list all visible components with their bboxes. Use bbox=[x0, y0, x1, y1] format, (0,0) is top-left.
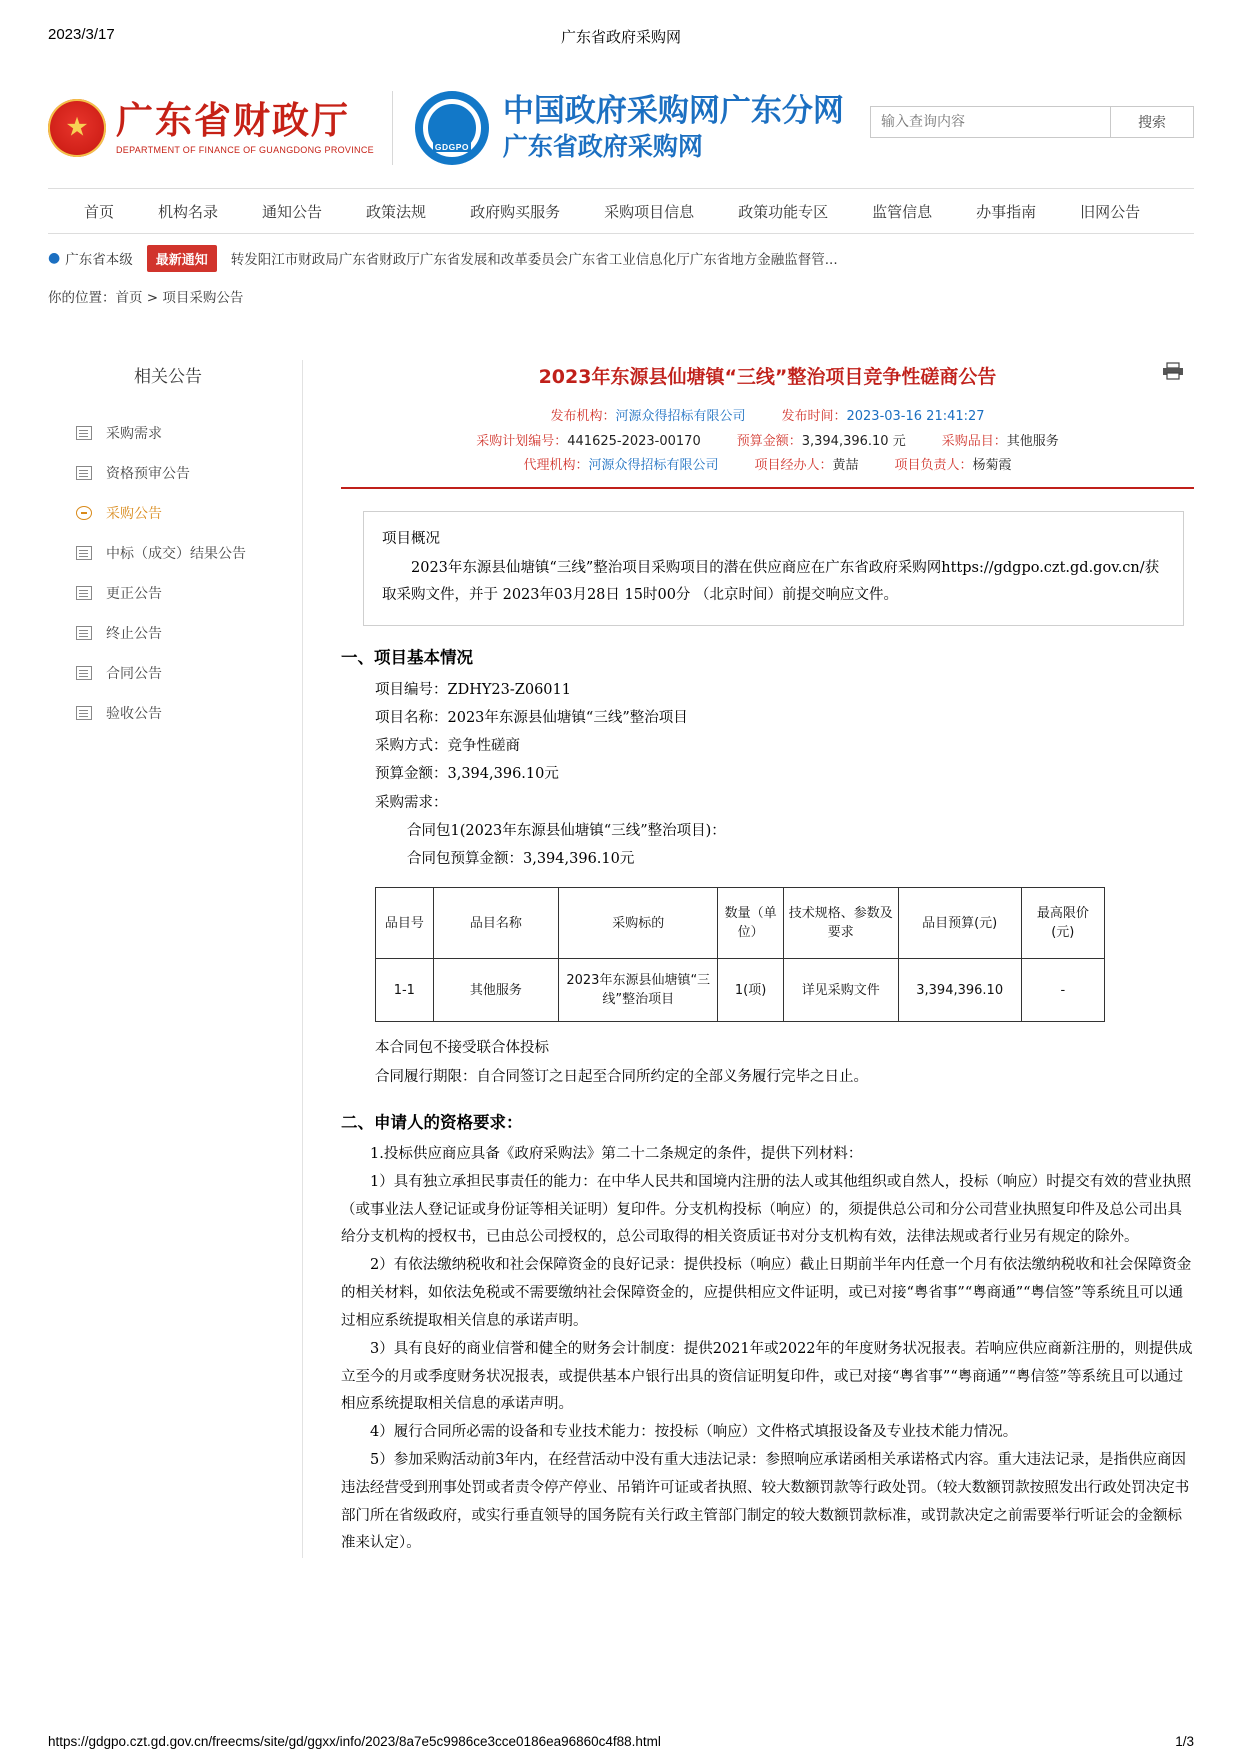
finance-dept-name-cn: 广东省财政厅 bbox=[116, 98, 350, 142]
nav-item-policy-zone[interactable]: 政策功能专区 bbox=[738, 202, 829, 221]
package-budget-line: 合同包预算金额：3,394,396.10元 bbox=[407, 851, 635, 868]
nav-item-project-info[interactable]: 采购项目信息 bbox=[604, 202, 695, 221]
meta-label-publisher: 发布机构： bbox=[550, 409, 616, 424]
package-line: 合同包1(2023年东源县仙塘镇“三线”整治项目)： bbox=[407, 822, 726, 839]
search-box[interactable] bbox=[870, 106, 1194, 138]
qualification-paragraph-3: 2）有依法缴纳税收和社会保障资金的良好记录：提供投标（响应）截止日期前半年内任意一个月有依法缴纳税收和社会保障资金的相关材料，如依法免税或不需要缴纳社会保障资金的，应提供相应文件证明，或已对接“粤省事”“粤商通”“粤信签”等系统且可以通过相应系统提取相关信息的承诺声明。 bbox=[341, 1257, 1192, 1329]
meta-row-1 bbox=[341, 405, 1194, 430]
section-heading-1: 一、项目基本情况 bbox=[341, 647, 473, 667]
procurement-method-line: 采购方式：竞争性磋商 bbox=[375, 738, 520, 755]
target-icon bbox=[76, 506, 92, 520]
qualification-paragraph-1: 1.投标供应商应具备《政府采购法》第二十二条规定的条件，提供下列材料： bbox=[370, 1145, 863, 1162]
meta-row-2 bbox=[341, 430, 1194, 455]
nav-item-supervision[interactable]: 监管信息 bbox=[872, 202, 933, 221]
project-summary-box bbox=[363, 511, 1184, 625]
sidebar-item-correction[interactable] bbox=[48, 573, 302, 613]
finance-dept-name-en: DEPARTMENT OF FINANCE OF GUANGDONG PROVINCE bbox=[116, 144, 374, 155]
meta-value-category: 其他服务 bbox=[1006, 433, 1059, 449]
th-subject: 采购标的 bbox=[559, 888, 718, 959]
nav-item-policy[interactable]: 政策法规 bbox=[366, 202, 427, 221]
footer-page-number: 1/3 bbox=[1175, 1734, 1194, 1749]
latest-notice-badge: 最新通知 bbox=[147, 245, 217, 272]
qualification-paragraph-6: 5）参加采购活动前3年内，在经营活动中没有重大违法记录：参照响应承诺函相关承诺格式内容。重大违法记录，是指供应商因违法经营受到刑事处罚或者责令停产停业、吊销许可证或者执照、较大数额罚款等行政处罚。（较大数额罚款按照发出行政处罚决定书部门所在省级政府，或实行垂直领导的国务院有关行政主管部门制定的较大数额罚款标准，或罚款决定之前需要举行听证会的金额标准来认定）。 bbox=[341, 1452, 1190, 1552]
notice-strip bbox=[48, 238, 1194, 278]
summary-title: 项目概况 bbox=[382, 531, 440, 548]
nav-item-announcements[interactable]: 通知公告 bbox=[262, 202, 323, 221]
document-icon bbox=[76, 666, 92, 680]
document-icon bbox=[76, 426, 92, 440]
th-specs: 技术规格、参数及要求 bbox=[783, 888, 898, 959]
cell-item-name: 其他服务 bbox=[433, 959, 558, 1022]
footer-url: https://gdgpo.czt.gd.gov.cn/freecms/site/gd/ggxx/info/2023/8a7e5c9986ce3cce0186ea96860c4f88.html bbox=[48, 1734, 661, 1749]
project-name-line: 项目名称：2023年东源县仙塘镇“三线”整治项目 bbox=[375, 709, 688, 726]
sidebar-item-label: 更正公告 bbox=[106, 586, 162, 602]
sidebar bbox=[48, 360, 303, 1558]
cell-quantity: 1(项) bbox=[718, 959, 783, 1022]
nav-item-home[interactable]: 首页 bbox=[84, 202, 115, 221]
sidebar-item-acceptance[interactable] bbox=[48, 693, 302, 733]
document-icon bbox=[76, 626, 92, 640]
sidebar-item-termination[interactable] bbox=[48, 613, 302, 653]
notice-text[interactable]: 转发阳江市财政局广东省财政厅广东省发展和改革委员会广东省工业信息化厅广东省地方金融监督管... bbox=[230, 252, 838, 268]
sidebar-item-procurement-announcement[interactable] bbox=[48, 493, 302, 533]
sidebar-item-prequalification[interactable] bbox=[48, 453, 302, 493]
meta-label-agency: 代理机构： bbox=[523, 458, 589, 474]
meta-label-budget: 预算金额： bbox=[736, 433, 802, 449]
summary-body: 2023年东源县仙塘镇“三线”整治项目采购项目的潜在供应商应在广东省政府采购网https://gdgpo.czt.gd.gov.cn/获取采购文件，并于 2023年03月28日 15时00分 （北京时间）前提交响应文件。 bbox=[382, 559, 1160, 603]
cell-item-budget: 3,394,396.10 bbox=[898, 959, 1021, 1022]
cell-specs: 详见采购文件 bbox=[783, 959, 898, 1022]
table-header-row bbox=[376, 888, 1105, 959]
document-meta bbox=[341, 405, 1194, 489]
document-icon bbox=[76, 546, 92, 560]
print-date: 2023/3/17 bbox=[48, 26, 115, 43]
print-icon[interactable] bbox=[1162, 362, 1184, 380]
nav-item-guide[interactable]: 办事指南 bbox=[976, 202, 1037, 221]
cell-item-no: 1-1 bbox=[376, 959, 434, 1022]
th-quantity: 数量（单位） bbox=[718, 888, 783, 959]
th-max-price: 最高限价(元) bbox=[1021, 888, 1104, 959]
national-emblem-icon bbox=[48, 99, 106, 157]
sidebar-item-label: 采购公告 bbox=[106, 506, 162, 522]
no-consortium-line: 本合同包不接受联合体投标 bbox=[375, 1040, 549, 1057]
meta-label-plan-no: 采购计划编号： bbox=[476, 433, 568, 449]
document-icon bbox=[76, 586, 92, 600]
site-title-block bbox=[503, 94, 844, 162]
gdgpo-logo-text: GDGPO bbox=[434, 142, 469, 152]
sidebar-item-label: 终止公告 bbox=[106, 626, 162, 642]
sidebar-item-procurement-demand[interactable] bbox=[48, 413, 302, 453]
procurement-items-table bbox=[375, 887, 1105, 1022]
meta-value-agency: 河源众得招标有限公司 bbox=[588, 458, 719, 474]
meta-label-manager: 项目负责人： bbox=[894, 458, 973, 474]
document-body bbox=[303, 360, 1194, 1558]
sidebar-item-contract[interactable] bbox=[48, 653, 302, 693]
sidebar-item-label: 采购需求 bbox=[106, 426, 162, 442]
site-header-area bbox=[48, 74, 1194, 306]
cell-max-price: - bbox=[1021, 959, 1104, 1022]
document-icon bbox=[76, 706, 92, 720]
sidebar-item-label: 合同公告 bbox=[106, 666, 162, 682]
main-navigation bbox=[48, 188, 1194, 234]
page-title: 2023年东源县仙塘镇“三线”整治项目竞争性磋商公告 bbox=[538, 366, 997, 388]
th-item-no: 品目号 bbox=[376, 888, 434, 959]
print-site-title: 广东省政府采购网 bbox=[560, 29, 681, 46]
meta-value-manager: 杨菊霞 bbox=[972, 458, 1012, 474]
qualification-paragraph-2: 1）具有独立承担民事责任的能力：在中华人民共和国境内注册的法人或其他组织或自然人，投标（响应）时提交有效的营业执照（或事业法人登记证或身份证等相关证明）复印件。分支机构投标（响应）的，须提供总公司和分公司营业执照复印件及总公司出具给分支机构的授权书，已由总公司授权的，总公司取得的相关资质证书对分支机构有效，法律法规或者行业另有规定的除外。 bbox=[341, 1173, 1192, 1246]
meta-row-3 bbox=[341, 454, 1194, 479]
site-name-secondary: 广东省政府采购网 bbox=[502, 131, 703, 161]
sidebar-item-label: 验收公告 bbox=[106, 706, 162, 722]
th-item-name: 品目名称 bbox=[433, 888, 558, 959]
meta-value-publisher: 河源众得招标有限公司 bbox=[615, 409, 746, 424]
region-label[interactable]: 广东省本级 bbox=[65, 252, 133, 268]
qualification-paragraph-5: 4）履行合同所必需的设备和专业技术能力：按投标（响应）文件格式填报设备及专业技术能力情况。 bbox=[370, 1424, 1018, 1441]
budget-amount-line: 预算金额：3,394,396.10元 bbox=[375, 766, 559, 783]
masthead bbox=[48, 74, 1194, 182]
meta-value-plan-no: 441625-2023-00170 bbox=[567, 433, 701, 449]
project-code-line: 项目编号：ZDHY23-Z06011 bbox=[375, 681, 571, 698]
location-pin-icon: ● bbox=[48, 250, 61, 266]
sidebar-item-label: 资格预审公告 bbox=[106, 466, 190, 482]
content-area bbox=[48, 360, 1194, 1558]
contract-period-line: 合同履行期限：自合同签订之日起至合同所约定的全部义务履行完毕之日止。 bbox=[375, 1068, 868, 1085]
table-row bbox=[376, 959, 1105, 1022]
sidebar-title: 相关公告 bbox=[134, 367, 202, 387]
meta-label-handler: 项目经办人： bbox=[754, 458, 833, 474]
nav-item-directory[interactable]: 机构名录 bbox=[158, 202, 219, 221]
procurement-demand-line: 采购需求： bbox=[375, 794, 448, 811]
meta-label-publish-time: 发布时间： bbox=[781, 409, 847, 424]
finance-dept-logo bbox=[48, 91, 393, 165]
meta-label-category: 采购品目： bbox=[941, 433, 1007, 449]
section-heading-2: 二、申请人的资格要求： bbox=[341, 1112, 523, 1132]
cell-subject: 2023年东源县仙塘镇“三线”整治项目 bbox=[559, 959, 718, 1022]
gdgpo-logo-icon bbox=[415, 91, 489, 165]
document-icon bbox=[76, 466, 92, 480]
meta-value-publish-time: 2023-03-16 21:41:27 bbox=[846, 409, 985, 424]
search-button[interactable]: 搜索 bbox=[1110, 107, 1193, 137]
print-header bbox=[48, 26, 1194, 46]
qualification-paragraph-4: 3）具有良好的商业信誉和健全的财务会计制度：提供2021年或2022年的年度财务状况报表。若响应供应商新注册的，则提供成立至今的月或季度财务状况报表，或提供基本户银行出具的资信证明复印件，或已对接“粤省事”“粤商通”“粤信签”等系统且可以通过相应系统提取相关信息的承诺声明。 bbox=[341, 1340, 1193, 1413]
meta-value-handler: 黄喆 bbox=[832, 458, 859, 474]
nav-item-gov-services[interactable]: 政府购买服务 bbox=[470, 202, 561, 221]
sidebar-item-award-result[interactable] bbox=[48, 533, 302, 573]
breadcrumb: 你的位置：首页 > 项目采购公告 bbox=[48, 290, 244, 306]
meta-value-budget: 3,394,396.10 元 bbox=[801, 433, 906, 449]
th-item-budget: 品目预算(元) bbox=[898, 888, 1021, 959]
site-name-primary: 中国政府采购网广东分网 bbox=[502, 93, 844, 130]
sidebar-item-label: 中标（成交）结果公告 bbox=[106, 546, 246, 562]
nav-item-legacy[interactable]: 旧网公告 bbox=[1080, 202, 1141, 221]
search-input[interactable] bbox=[871, 107, 1110, 137]
